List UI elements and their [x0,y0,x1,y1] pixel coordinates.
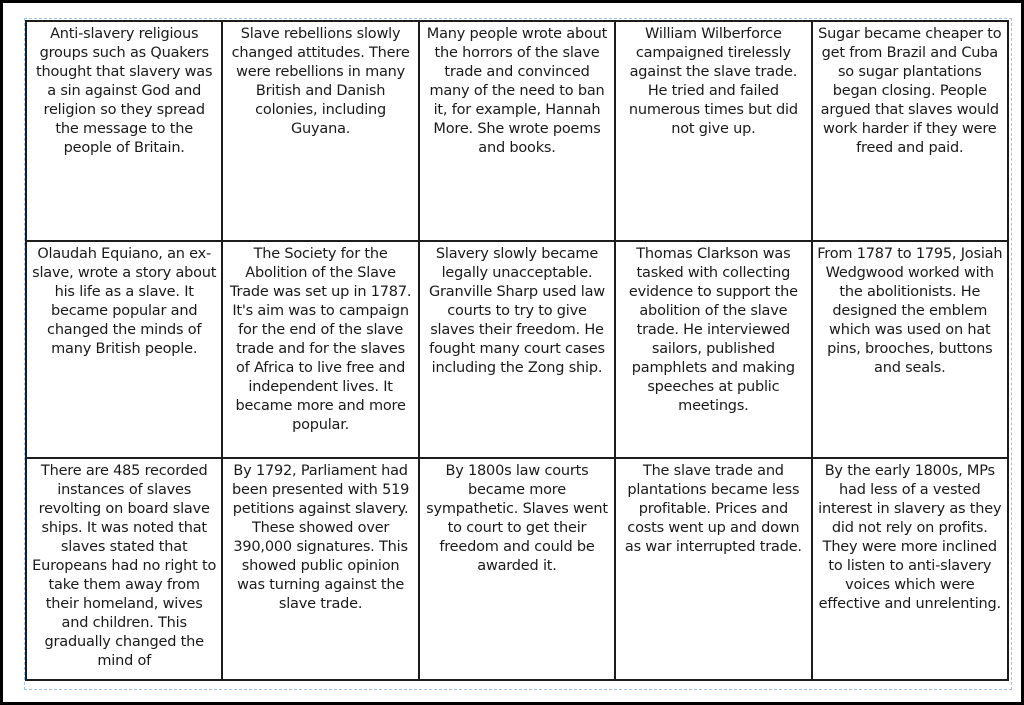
table-cell: Many people wrote about the horrors of the slave trade and convinced many of the need to ban it, for example, Hannah More. She wrote poems and books. [419,21,615,241]
table-row [26,241,1008,458]
table-cell: William Wilberforce campaigned tirelessly against the slave trade. He tried and failed numerous times but did not give up. [615,21,811,241]
table-cell: Slavery slowly became legally unacceptable. Granville Sharp used law courts to try to give slaves their freedom. He fought many court cases including the Zong ship. [419,241,615,458]
table-cell: By the early 1800s, MPs had less of a vested interest in slavery as they did not rely on profits. They were more inclined to listen to anti-slavery voices which were effective and unrelenting. [812,458,1008,680]
table-cell: Thomas Clarkson was tasked with collecting evidence to support the abolition of the slave trade. He interviewed sailors, published pamphlets and making speeches at public meetings. [615,241,811,458]
table-cell: The Society for the Abolition of the Slave Trade was set up in 1787. It's aim was to campaign for the end of the slave trade and for the slaves of Africa to live free and independent lives. It became more and more popular. [222,241,418,458]
table-cell: Sugar became cheaper to get from Brazil and Cuba so sugar plantations began closing. People argued that slaves would work harder if they were freed and paid. [812,21,1008,241]
table-cell: Slave rebellions slowly changed attitudes. There were rebellions in many British and Danish colonies, including Guyana. [222,21,418,241]
table-row [26,21,1008,241]
table-cell: There are 485 recorded instances of slaves revolting on board slave ships. It was noted that slaves stated that Europeans had no right to take them away from their homeland, wives and children. This gradually changed the mind of [26,458,222,680]
table-cell: By 1800s law courts became more sympathetic. Slaves went to court to get their freedom and could be awarded it. [419,458,615,680]
table-cell: Anti-slavery religious groups such as Quakers thought that slavery was a sin against God and religion so they spread the message to the people of Britain. [26,21,222,241]
table-row [26,458,1008,680]
table-cell: From 1787 to 1795, Josiah Wedgwood worked with the abolitionists. He designed the emblem which was used on hat pins, brooches, buttons and seals. [812,241,1008,458]
table-cell: Olaudah Equiano, an ex-slave, wrote a story about his life as a slave. It became popular and changed the minds of many British people. [26,241,222,458]
abolition-factors-table [25,20,1009,681]
table-cell: The slave trade and plantations became less profitable. Prices and costs went up and down as war interrupted trade. [615,458,811,680]
table-cell: By 1792, Parliament had been presented with 519 petitions against slavery. These showed over 390,000 signatures. This showed public opinion was turning against the slave trade. [222,458,418,680]
